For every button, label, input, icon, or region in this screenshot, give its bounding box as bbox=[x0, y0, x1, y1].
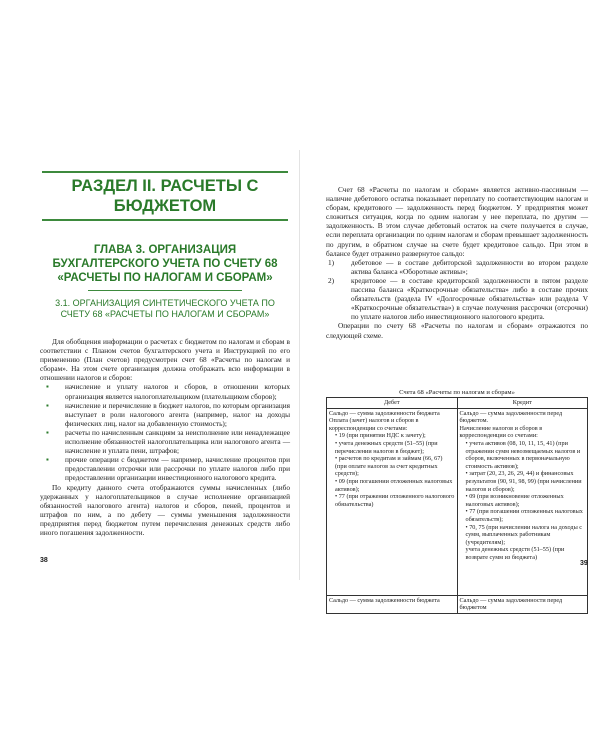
scheme-paragraph: Операции по счету 68 «Расчеты по налогам и сборам» отражаются по следующей схеме. bbox=[326, 321, 588, 340]
table-row bbox=[327, 595, 588, 613]
debit-closing-cell: Сальдо — сумма задолженности бюджета bbox=[327, 595, 458, 613]
bullet-icon: ▪ bbox=[46, 455, 49, 465]
section-rule-top bbox=[42, 171, 288, 173]
page-number-left: 38 bbox=[40, 557, 48, 564]
list-item: ▪ начисление и уплату налогов и сборов, в отношении которых организация является налогоплательщиком (плательщиком сборов); bbox=[46, 382, 290, 401]
section-rule-bottom bbox=[42, 219, 288, 221]
chapter-title: ГЛАВА 3. ОРГАНИЗАЦИЯ БУХГАЛТЕРСКОГО УЧЕТА ПО СЧЕТУ 68 «РАСЧЕТЫ ПО НАЛОГАМ И СБОРАМ» bbox=[52, 244, 278, 284]
list-item: 2) кредитовое — в составе кредиторской задолженности в пятом разделе пассива баланса «Краткосрочные обязательства» либо в составе прочих обязательств (раздела IV «Долгосрочные обязательства» или раздела V «Краткосрочные обязательства») в случае получения рассрочки (отсрочки) по уплате налогов либо инвестиционного налогового кредита. bbox=[328, 275, 588, 322]
table-header-row bbox=[327, 398, 588, 409]
column-header-debit: Дебет bbox=[327, 398, 458, 409]
list-item: ▪ прочие операции с бюджетом — например, начисление процентов при предоставлении отсрочки или рассрочки по уплате налогов либо при предоставлении организации инвестиционного налогового кредита. bbox=[46, 455, 290, 483]
intro-paragraph: Для обобщения информации о расчетах с бюджетом по налогам и сборам в соответствии с Планом счетов бухгалтерского учета и Инструкцией по его применению (План счетов) предусмотрен счет 68 «Расчеты по налогам и сборам». На этом счете организация должна отображать всю информации в отношении налогов и сборов: bbox=[40, 337, 290, 383]
table-caption: Счета 68 «Расчеты по налогам и сборам» bbox=[399, 389, 515, 396]
list-item: ▪ начисление и перечисление в бюджет налогов, по которым организация выступает в роли налогового агента (например, налог на доходы физических лиц, налог на добавленную стоимость); bbox=[46, 400, 290, 428]
section-title: РАЗДЕЛ II. РАСЧЕТЫ С БЮДЖЕТОМ bbox=[71, 177, 259, 215]
right-body bbox=[326, 185, 588, 340]
list-item: ▪ расчеты по начисленным санкциям за неисполнение или ненадлежащее исполнение обязанностей налогоплательщика или налогового агента — начисление и уплата пени, штрафов; bbox=[46, 427, 290, 456]
account-paragraph: Счет 68 «Расчеты по налогам и сборам» является активно-пассивным — наличие дебетового остатка показывает переплату по соответствующим налогам и сборам, кредитового — задолженность перед бюджетом. У предприятия может сложиться ситуация, когда по одним налогам у нее переплата, по другим — задолженность. В этом случае дебетовый остаток на счете получается в случае, если переплата организации по одним налогам и сборам превышает задолженность по другим, в обратном случае на счете будет кредитовое сальдо. При этом в балансе будет отражено развернутое сальдо: bbox=[326, 185, 588, 258]
chapter-rule bbox=[88, 290, 242, 291]
debit-cell: Сальдо — сумма задолженности бюджета Оплата (зачет) налогов и сборов в корреспонденции со счетами: • 19 (при принятии НДС к зачету); • учета денежных средств (51–55) (при перечислении налогов в бюджет); • расчетов по кредитам и займам (66, 67) (при оплате налогов за счет кредитных средств); • 09 (при погашении отложенных налоговых активов); • 77 (при отражении отложенного налогового обязательства) bbox=[327, 408, 458, 595]
subsection-title: 3.1. ОРГАНИЗАЦИЯ СИНТЕТИЧЕСКОГО УЧЕТА ПО СЧЕТУ 68 «РАСЧЕТЫ ПО НАЛОГАМ И СБОРАМ» bbox=[55, 298, 275, 319]
credit-closing-cell: Сальдо — сумма задолженности перед бюджетом bbox=[457, 595, 588, 613]
table-row bbox=[327, 408, 588, 595]
closing-paragraph: По кредиту данного счета отображаются суммы начисленных (либо удержанных у налогоплательщиков в случае исполнение организацией обязанностей налогового агента) налогов и сборов, пеней, процентов и штрафов по ним, а по дебету — суммы уменьшения задолженности предприятия перед бюджетом путем перечисления денежных средств либо иного погашения задолженности. bbox=[40, 482, 290, 537]
bullet-icon: ▪ bbox=[46, 427, 49, 437]
bullet-icon: ▪ bbox=[46, 382, 49, 392]
bullet-icon: ▪ bbox=[46, 400, 49, 410]
right-page bbox=[300, 0, 600, 750]
column-header-credit: Кредит bbox=[457, 398, 588, 409]
numbered-list bbox=[326, 258, 588, 322]
list-item: 1) дебетовое — в составе дебиторской задолженности во втором разделе актива баланса «Оборотные активы»; bbox=[328, 257, 588, 276]
bullet-list bbox=[40, 382, 290, 482]
page-number-right: 39 bbox=[580, 560, 588, 567]
left-body bbox=[40, 337, 290, 537]
account-table bbox=[326, 397, 588, 614]
credit-cell: Сальдо — сумма задолженности перед бюджетом. Начисление налогов и сборов в корреспонденции со счетами: • учета активов (08, 10, 11, 15, 41) (при отражении сумм невозмещаемых налогов и сборов, включенных в первоначальную стоимость активов); • затрат (20, 23, 26, 29, 44) и финансовых результатов (90, 91, 98, 99) (при начислении налогов и сборов); • 09 (при возникновение отложенных налоговых активов); • 77 (при погашении отложенных налоговых обязательств); • 70, 75 (при начислении налога на доходы с сумм, выплаченных работникам (учредителям); учета денежных средств (51–55) (при возврате сумм из бюджета) bbox=[457, 408, 588, 595]
